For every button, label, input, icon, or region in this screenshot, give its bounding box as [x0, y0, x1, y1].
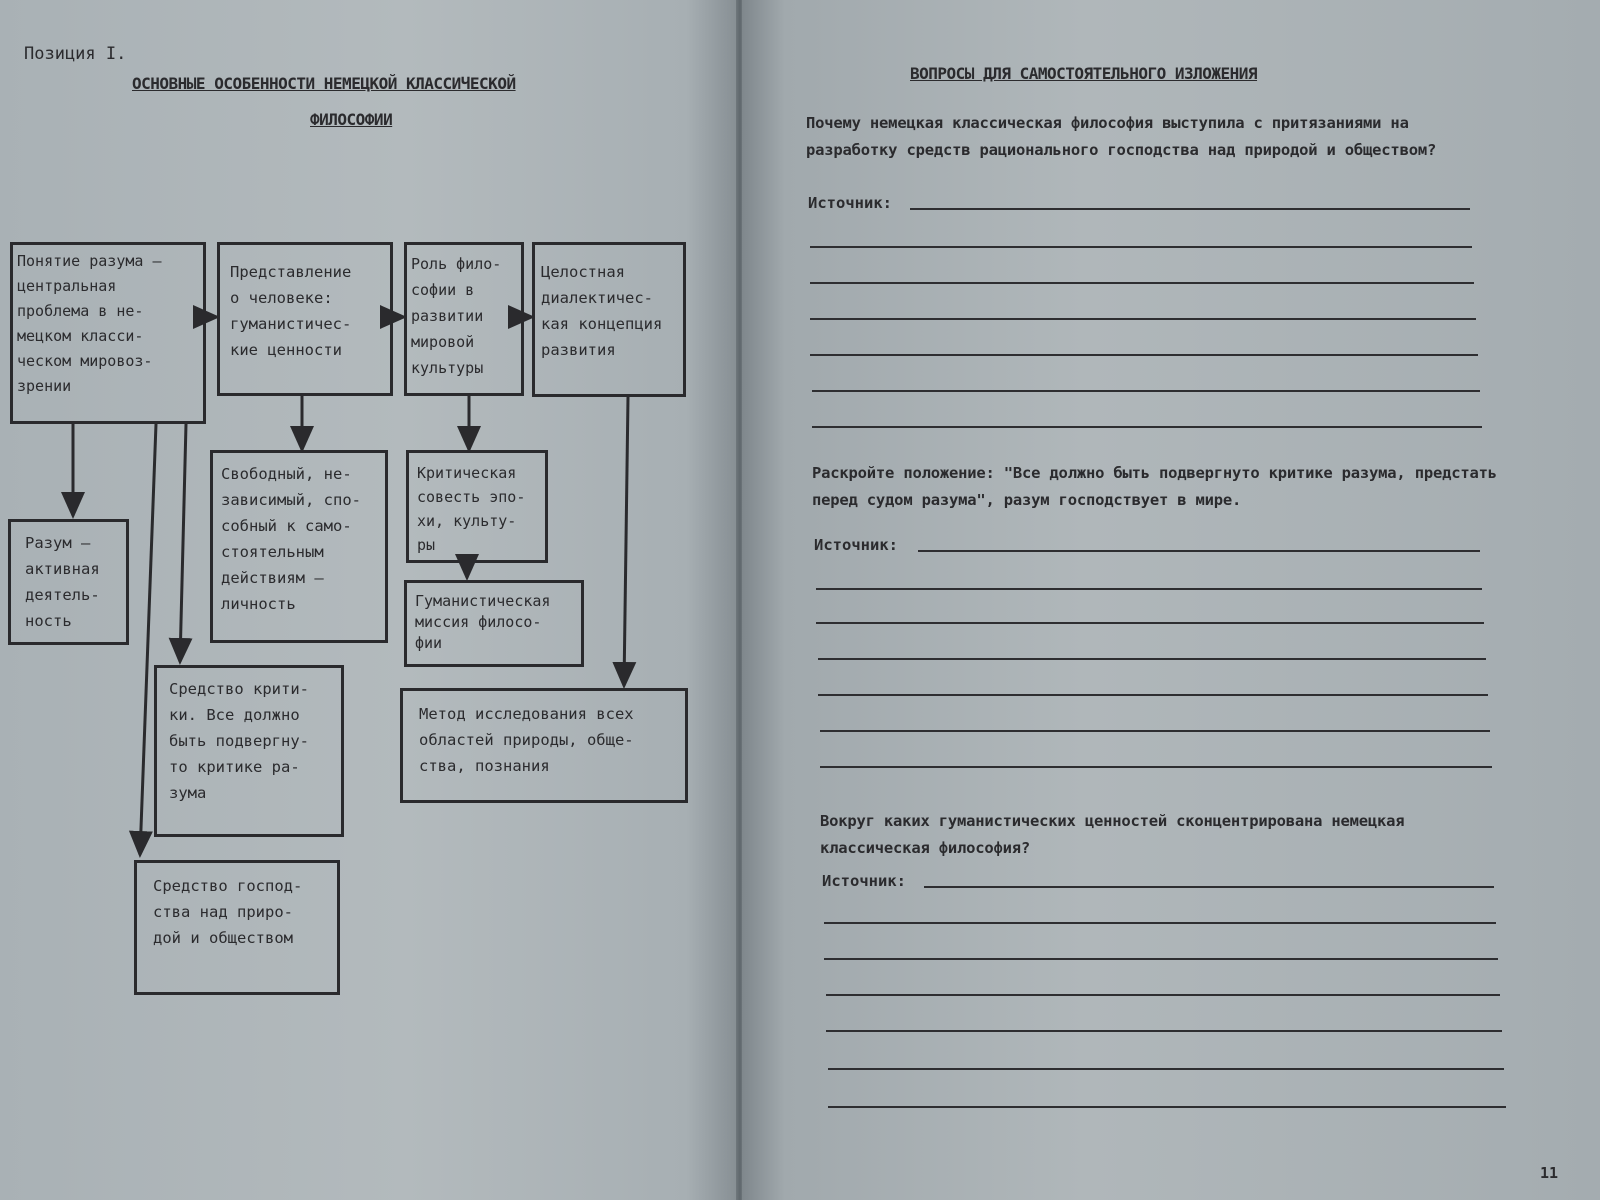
position-label: Позиция I. — [24, 44, 127, 64]
answer-line — [828, 1068, 1504, 1070]
answer-line — [816, 622, 1484, 624]
box-domination-means: Средство господ- ства над приро- дой и обществом — [134, 860, 340, 995]
question-1-text: Почему немецкая классическая философия выступила с притязаниями на разработку средств рационального господства над природой и обществом? — [806, 114, 1437, 159]
box-critical-conscience: Критическая совесть эпо- хи, культу- ры — [406, 450, 548, 563]
question-1-source-label: Источник: — [808, 194, 892, 212]
box-dialectic-concept: Целостная диалектичес- кая концепция развития — [532, 242, 686, 397]
question-2-source-label: Источник: — [814, 536, 898, 554]
answer-line — [810, 354, 1478, 356]
answer-line — [910, 208, 1470, 210]
box-humanist-mission: Гуманистическая миссия филосо- фии — [404, 580, 584, 667]
answer-line — [812, 390, 1480, 392]
answer-line — [818, 694, 1488, 696]
box-research-method: Метод исследования всех областей природы, обще- ства, познания — [400, 688, 688, 803]
diagram-title-line1: ОСНОВНЫЕ ОСОБЕННОСТИ НЕМЕЦКОЙ КЛАССИЧЕСКОЙ — [132, 74, 516, 93]
answer-line — [828, 1106, 1506, 1108]
answer-line — [818, 658, 1486, 660]
answer-line — [924, 886, 1494, 888]
box-reason-concept: Понятие разума – центральная проблема в не- мецком класси- ческом мировоз- зрении — [10, 242, 206, 424]
connector-dialectic-method — [624, 397, 628, 686]
answer-line — [826, 994, 1500, 996]
answer-line — [820, 730, 1490, 732]
box-free-personality: Свободный, не- зависимый, спо- собный к само- стоятельным действиям – личность — [210, 450, 388, 643]
question-2-text: Раскройте положение: "Все должно быть подвергнуто критике разума, предстать перед судом разума", разум господствует в мире. — [812, 464, 1497, 509]
box-critique-means: Средство крити- ки. Все должно быть подвергну- то критике ра- зума — [154, 665, 344, 837]
connector-reason-critique — [180, 424, 186, 662]
answer-line — [820, 766, 1492, 768]
answer-line — [826, 1030, 1502, 1032]
answer-line — [810, 318, 1476, 320]
answer-line — [810, 246, 1472, 248]
answer-line — [918, 550, 1480, 552]
box-philosophy-role: Роль фило- софии в развитии мировой культуры — [404, 242, 524, 396]
left-page — [0, 0, 738, 1200]
box-reason-activity: Разум – активная деятель- ность — [8, 519, 129, 645]
box-human-idea: Представление о человеке: гуманистичес- кие ценности — [217, 242, 393, 396]
diagram-title-line2: ФИЛОСОФИИ — [310, 110, 393, 129]
question-3-source-label: Источник: — [822, 872, 906, 890]
answer-line — [824, 958, 1498, 960]
answer-line — [816, 588, 1482, 590]
question-3-text: Вокруг каких гуманистических ценностей сконцентрирована немецкая классическая философия? — [820, 812, 1405, 857]
answer-line — [824, 922, 1496, 924]
questions-heading: ВОПРОСЫ ДЛЯ САМОСТОЯТЕЛЬНОГО ИЗЛОЖЕНИЯ — [910, 64, 1258, 83]
right-page — [742, 0, 1600, 1200]
page-number: 11 — [1539, 1164, 1558, 1182]
answer-line — [812, 426, 1482, 428]
answer-line — [810, 282, 1474, 284]
